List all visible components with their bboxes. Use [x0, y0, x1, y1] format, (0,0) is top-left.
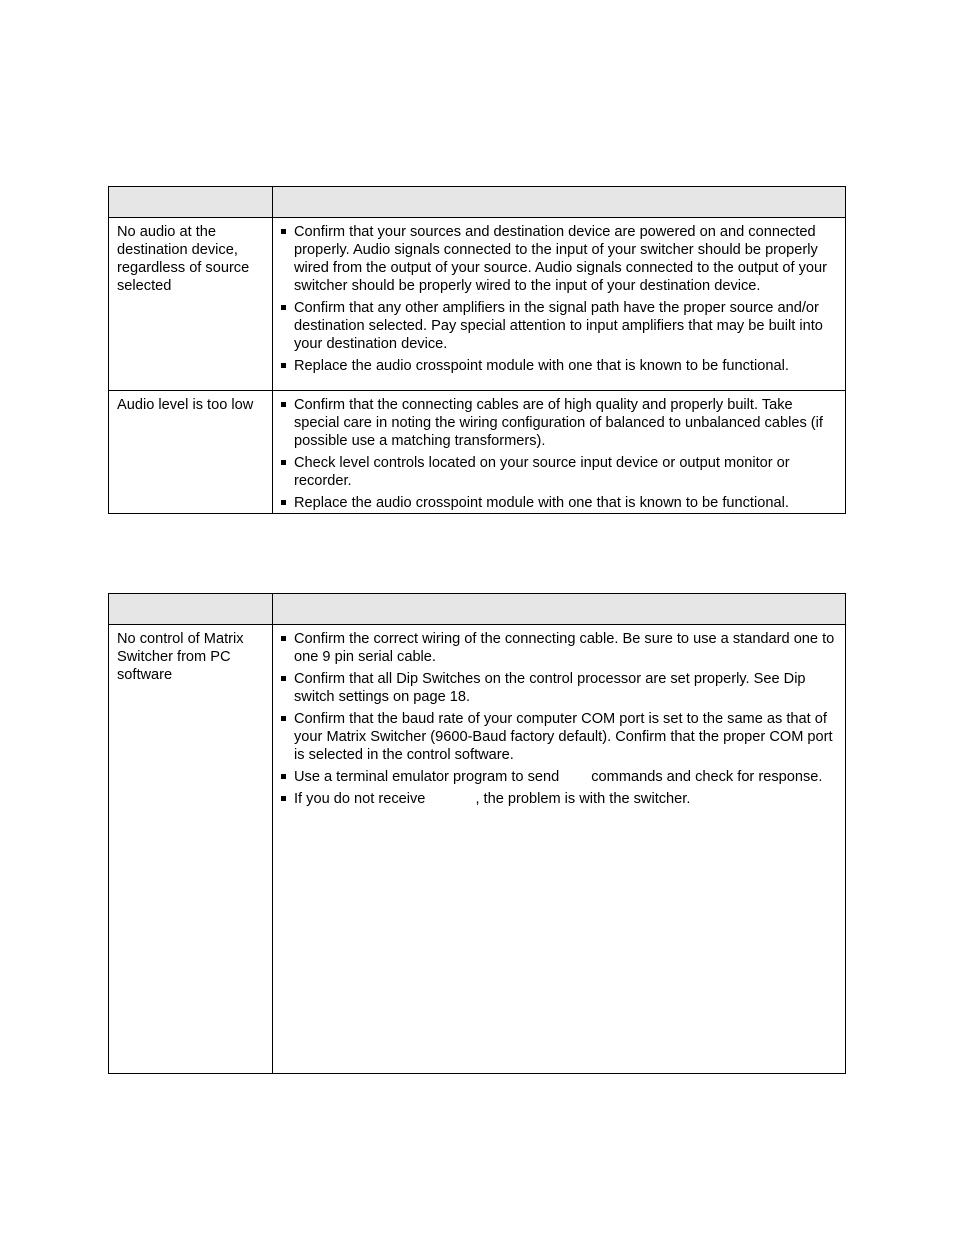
solution-list: [273, 391, 845, 513]
terminal-emulator-text: Use a terminal emulator program to send: [294, 769, 560, 785]
solution-list: [273, 218, 845, 376]
table-header-row: [109, 594, 846, 625]
problem-cell: [109, 625, 273, 1074]
solution-cell: [273, 391, 846, 514]
header-cell-solution: [273, 187, 846, 218]
list-item: Confirm the correct wiring of the connecting cable. Be sure to use a standard one to one 9 pin serial cable.: [273, 630, 839, 666]
solution-cell: [273, 218, 846, 391]
list-item: [273, 768, 839, 786]
solution-list: [273, 625, 845, 809]
list-item: Confirm that all Dip Switches on the control processor are set properly. See Dip switch settings on page 18.: [273, 670, 839, 706]
list-item: Confirm that the baud rate of your computer COM port is set to the same as that of your Matrix Switcher (9600-Baud factory default). Confirm that the proper COM port is selected in the control software.: [273, 710, 839, 764]
no-receive-text: If you do not receive: [294, 791, 426, 807]
header-cell-problem: [109, 187, 273, 218]
list-item: Confirm that the connecting cables are of high quality and properly built. Take special care in noting the wiring configuration of balanced to unbalanced cables (if possible use a matching transformers).: [273, 396, 839, 450]
commands-text: commands and check for response.: [591, 769, 823, 785]
list-item: Replace the audio crosspoint module with one that is known to be functional.: [273, 494, 839, 512]
problem-text: No audio at the destination device, regardless of source selected: [117, 224, 250, 294]
audio-troubleshooting-table: [108, 186, 846, 514]
list-item: [273, 790, 839, 808]
list-item: Confirm that your sources and destination device are powered on and connected properly. Audio signals connected to the input of your switcher should be properly wired from the output of your source. Audio signals connected to the output of your switcher should be properly wired to the input of your destination device.: [273, 223, 839, 295]
problem-cell: [109, 218, 273, 391]
switcher-problem-text: , the problem is with the switcher.: [475, 791, 691, 807]
table-header-row: [109, 187, 846, 218]
solution-cell: [273, 625, 846, 1074]
problem-text: Audio level is too low: [117, 397, 254, 413]
problem-text: No control of Matrix Switcher from PC software: [117, 631, 244, 683]
table-row: [109, 218, 846, 391]
table-row: [109, 625, 846, 1074]
table-row: [109, 391, 846, 514]
header-cell-solution: [273, 594, 846, 625]
list-item: Replace the audio crosspoint module with one that is known to be functional.: [273, 357, 839, 375]
list-item: Check level controls located on your source input device or output monitor or recorder.: [273, 454, 839, 490]
problem-cell: [109, 391, 273, 514]
header-cell-problem: [109, 594, 273, 625]
list-item: Confirm that any other amplifiers in the signal path have the proper source and/or destination selected. Pay special attention to input amplifiers that may be built into your destination device.: [273, 299, 839, 353]
control-troubleshooting-table: [108, 593, 846, 1074]
